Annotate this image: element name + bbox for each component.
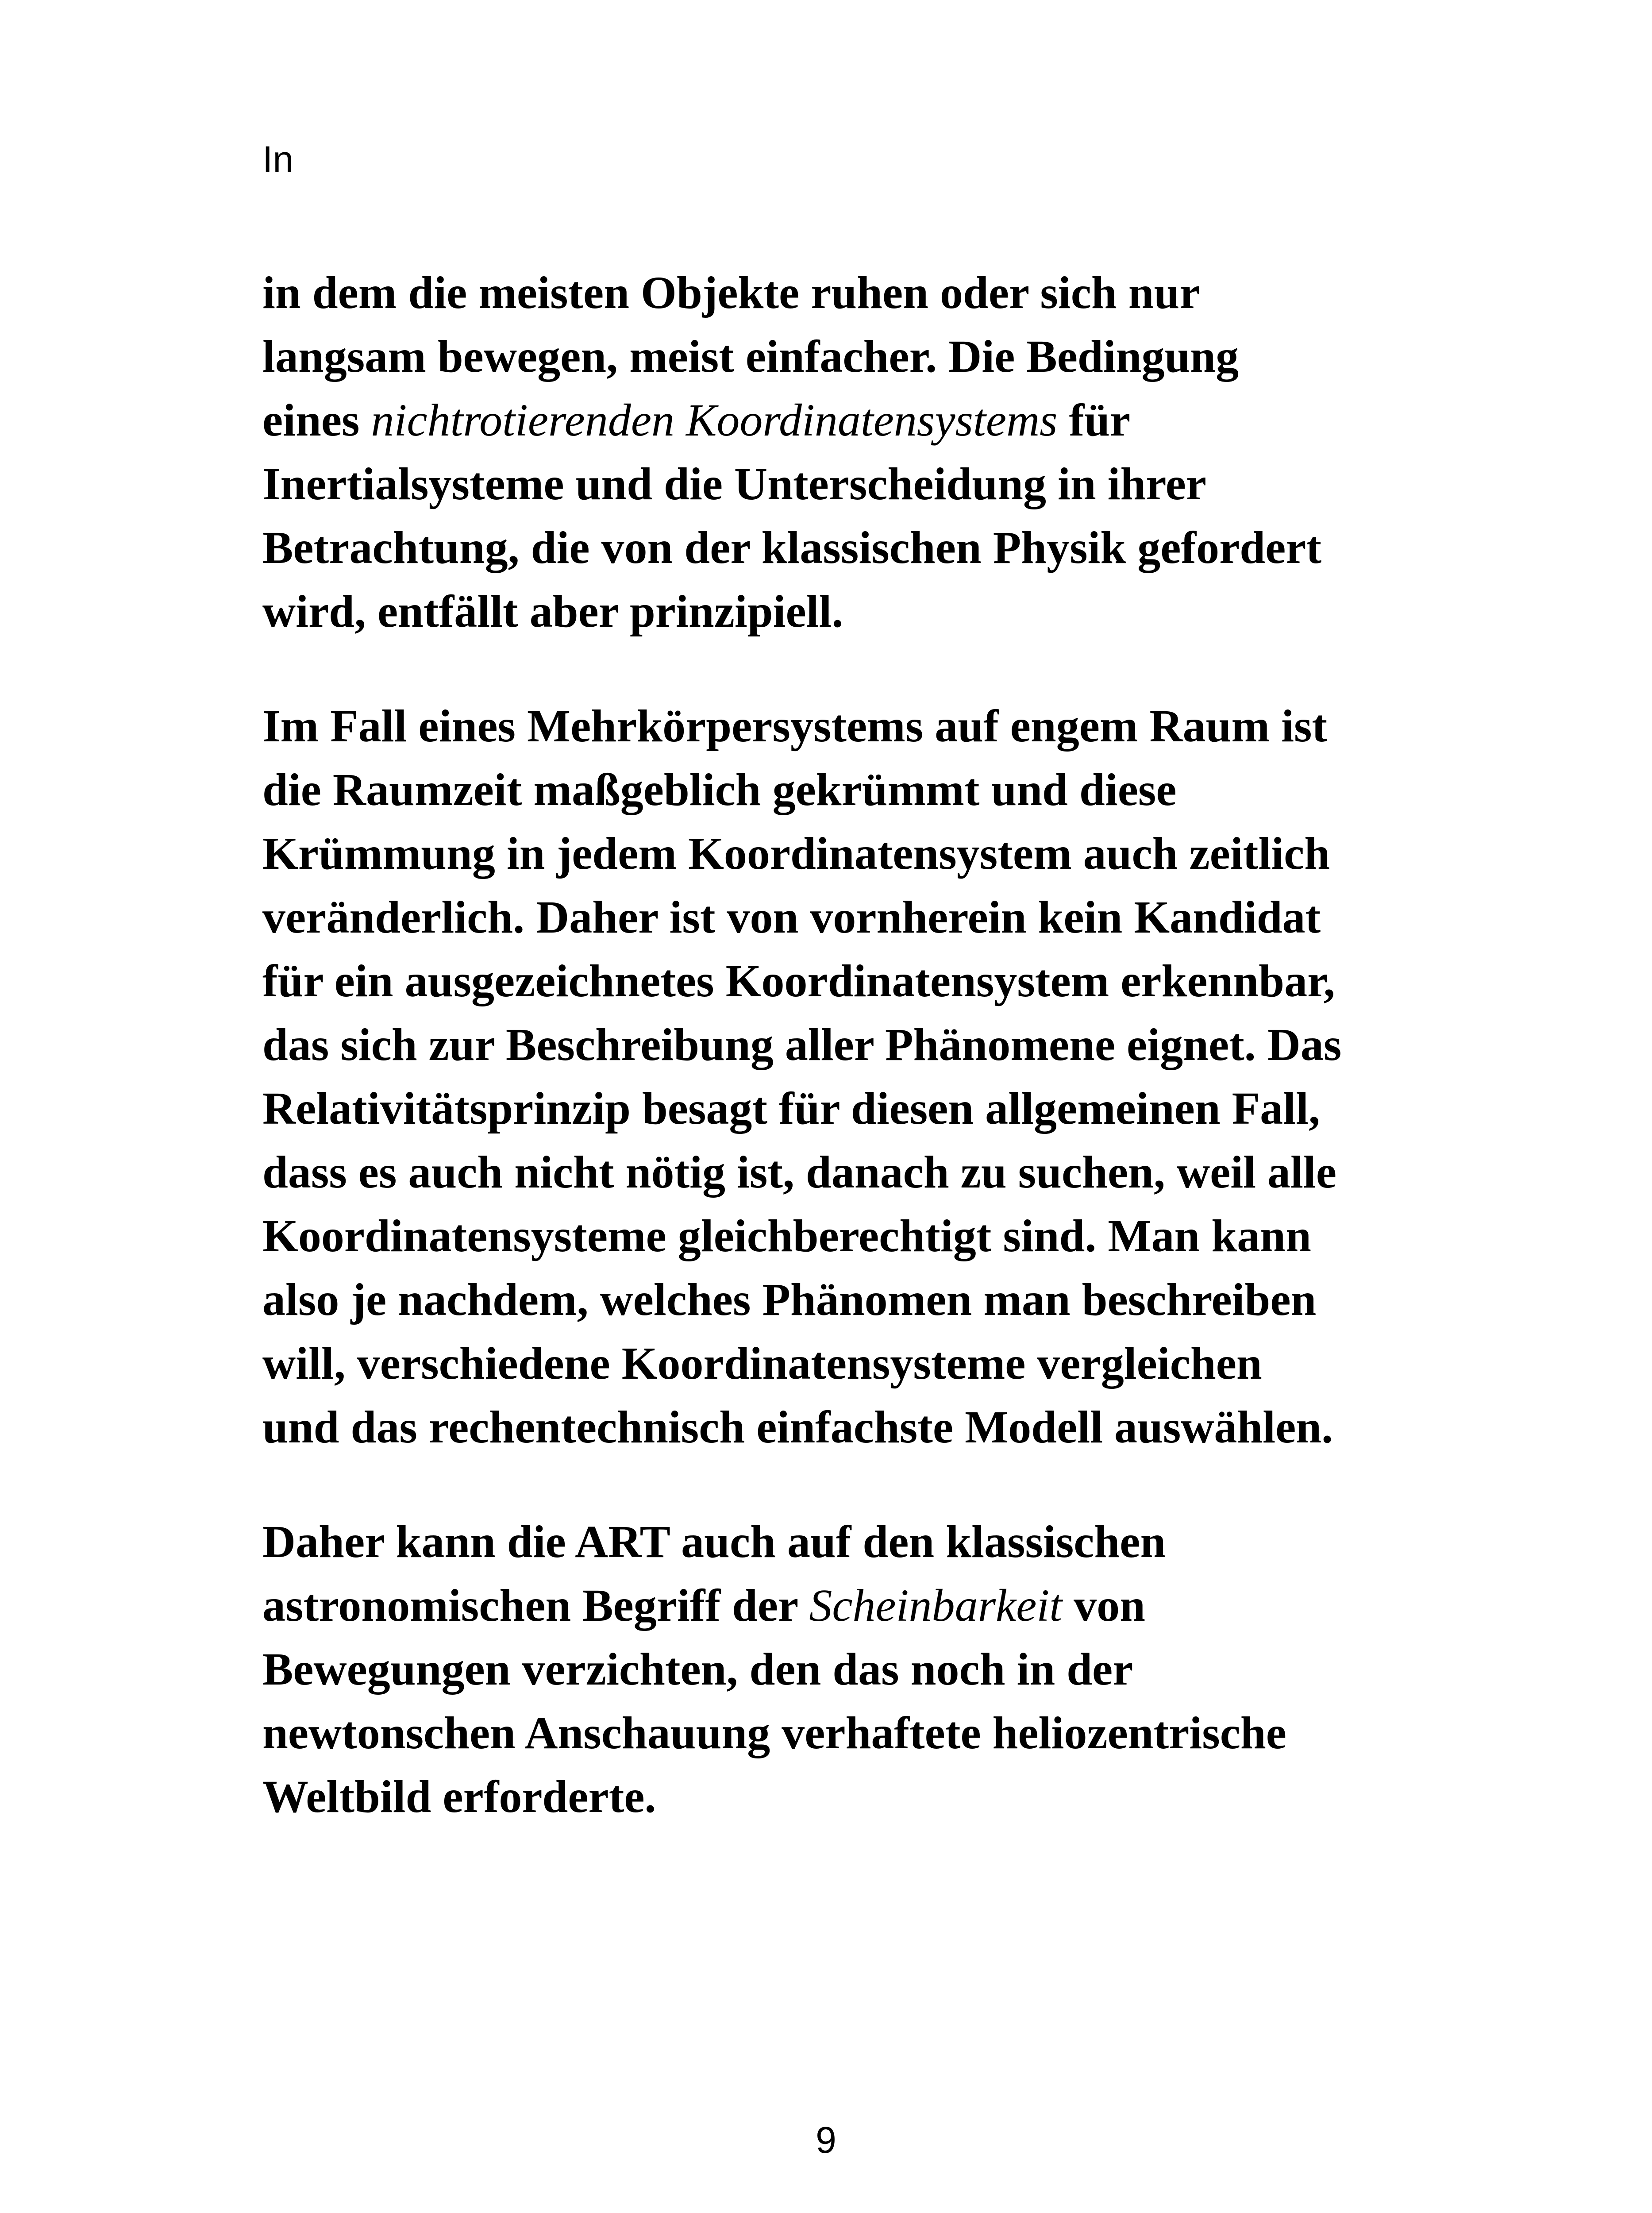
text-line: Bewegungen verzichten, den das noch in der	[262, 1644, 1133, 1695]
page-number: 9	[816, 2119, 836, 2161]
text-line: die Raumzeit maßgeblich gekrümmt und diese	[262, 764, 1177, 815]
text-line: Im Fall eines Mehrkörpersystems auf engem Raum ist	[262, 701, 1328, 752]
text-line: in dem die meisten Objekte ruhen oder sich nur	[262, 267, 1200, 318]
paragraph-3	[262, 1510, 1413, 1829]
emphasized-term: nichtrotierenden Koordinatensystems	[371, 395, 1058, 446]
text-line: das sich zur Beschreibung aller Phänomene eignet. Das	[262, 1019, 1342, 1070]
body-text	[262, 261, 1413, 1880]
text-line: für ein ausgezeichnetes Koordinatensystem erkennbar,	[262, 956, 1335, 1006]
text-line: also je nachdem, welches Phänomen man beschreiben	[262, 1274, 1317, 1325]
paragraph-2	[262, 694, 1413, 1459]
text-line: will, verschiedene Koordinatensysteme vergleichen	[262, 1338, 1262, 1389]
text-run: von	[1062, 1580, 1145, 1631]
text-line: Krümmung in jedem Koordinatensystem auch zeitlich	[262, 828, 1330, 879]
text-line: newtonschen Anschauung verhaftete heliozentrische	[262, 1708, 1286, 1758]
text-line: Koordinatensysteme gleichberechtigt sind. Man kann	[262, 1211, 1311, 1261]
text-run: für	[1057, 395, 1131, 446]
text-line: Daher kann die ART auch auf den klassischen	[262, 1516, 1166, 1567]
text-line: dass es auch nicht nötig ist, danach zu suchen, weil alle	[262, 1147, 1336, 1198]
text-line: Betrachtung, die von der klassischen Physik gefordert	[262, 522, 1322, 573]
text-run: eines	[262, 395, 371, 446]
text-line: Weltbild erforderte.	[262, 1771, 656, 1822]
text-line: wird, entfällt aber prinzipiell.	[262, 586, 843, 637]
paragraph-1	[262, 261, 1413, 644]
text-line: veränderlich. Daher ist von vornherein kein Kandidat	[262, 892, 1321, 943]
running-head: In	[262, 139, 294, 180]
emphasized-term: Scheinbarkeit	[809, 1580, 1063, 1631]
text-line: Inertialsysteme und die Unterscheidung in ihrer	[262, 459, 1207, 509]
text-line	[262, 1574, 1413, 1638]
text-line: und das rechentechnisch einfachste Modell auswählen.	[262, 1402, 1333, 1453]
text-line: Relativitätsprinzip besagt für diesen allgemeinen Fall,	[262, 1083, 1320, 1134]
text-line: langsam bewegen, meist einfacher. Die Bedingung	[262, 331, 1239, 382]
text-run: astronomischen Begriff der	[262, 1580, 809, 1631]
text-line	[262, 389, 1413, 452]
